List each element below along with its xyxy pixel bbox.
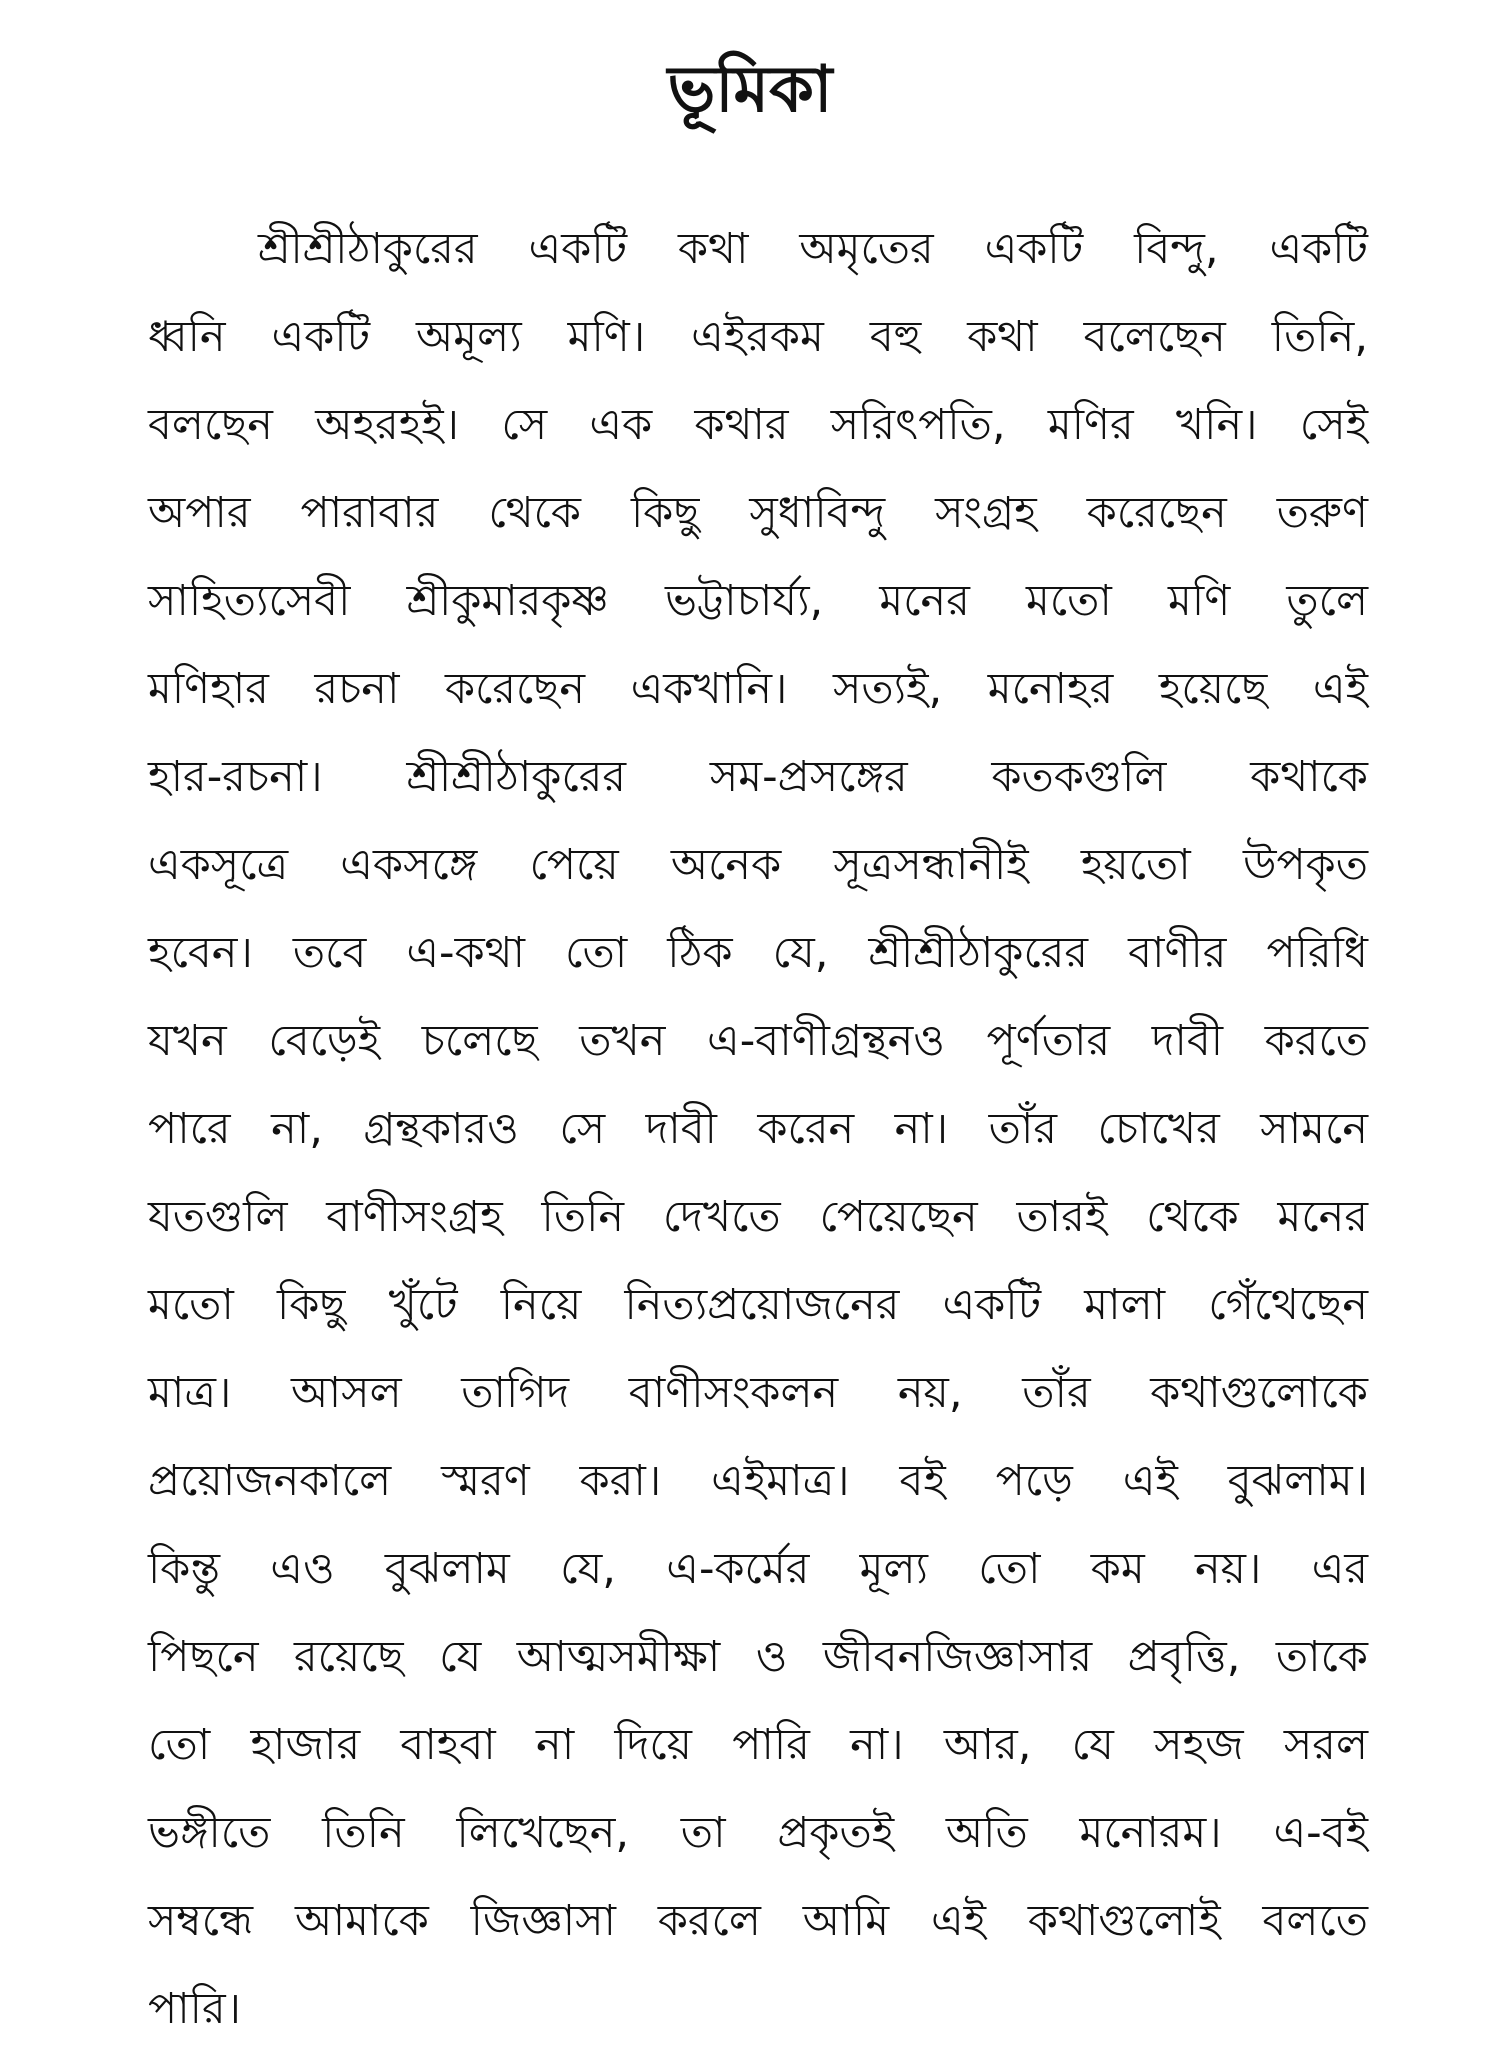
text-line: যখন বেড়েই চলেছে তখন এ-বাণীগ্রন্থনও পূর্ণতার দাবী করতে: [148, 1016, 1368, 1066]
text-line: ভঙ্গীতে তিনি লিখেছেন, তা প্রকৃতই অতি মনোরম। এ-বই: [148, 1808, 1368, 1858]
text-line: হার-রচনা। শ্রীশ্রীঠাকুরের সম-প্রসঙ্গের কতকগুলি কথাকে: [148, 752, 1368, 802]
page-title: ভূমিকা: [667, 53, 833, 127]
text-line: শ্রীশ্রীঠাকুরের একটি কথা অমৃতের একটি বিন্দু, একটি: [258, 224, 1368, 274]
text-line: একসূত্রে একসঙ্গে পেয়ে অনেক সূত্রসন্ধানীই হয়তো উপকৃত: [148, 840, 1368, 890]
text-line: যতগুলি বাণীসংগ্রহ তিনি দেখতে পেয়েছেন তারই থেকে মনের: [148, 1192, 1368, 1242]
text-line: পারে না, গ্রন্থকারও সে দাবী করেন না। তাঁর চোখের সামনে: [148, 1104, 1368, 1154]
preface-paragraph: [148, 205, 1368, 2053]
text-line: সম্বন্ধে আমাকে জিজ্ঞাসা করলে আমি এই কথাগুলোই বলতে: [148, 1896, 1368, 1946]
text-line: হবেন। তবে এ-কথা তো ঠিক যে, শ্রীশ্রীঠাকুরের বাণীর পরিধি: [148, 928, 1368, 978]
text-line: ধ্বনি একটি অমূল্য মণি। এইরকম বহু কথা বলেছেন তিনি,: [148, 312, 1368, 362]
text-line: পিছনে রয়েছে যে আত্মসমীক্ষা ও জীবনজিজ্ঞাসার প্রবৃত্তি, তাকে: [148, 1632, 1368, 1682]
text-line: মণিহার রচনা করেছেন একখানি। সত্যই, মনোহর হয়েছে এই: [148, 664, 1368, 714]
text-line: সাহিত্যসেবী শ্রীকুমারকৃষ্ণ ভট্টাচার্য্য, মনের মতো মণি তুলে: [148, 576, 1368, 626]
text-line: মাত্র। আসল তাগিদ বাণীসংকলন নয়, তাঁর কথাগুলোকে: [148, 1368, 1368, 1418]
text-line: পারি।: [148, 1984, 241, 2034]
text-line: বলছেন অহরহই। সে এক কথার সরিৎপতি, মণির খনি। সেই: [148, 400, 1368, 450]
text-line: মতো কিছু খুঁটে নিয়ে নিত্যপ্রয়োজনের একটি মালা গেঁথেছেন: [148, 1280, 1368, 1330]
text-line: অপার পারাবার থেকে কিছু সুধাবিন্দু সংগ্রহ করেছেন তরুণ: [148, 488, 1368, 538]
text-line: প্রয়োজনকালে স্মরণ করা। এইমাত্র। বই পড়ে এই বুঝলাম।: [148, 1456, 1368, 1506]
text-line: তো হাজার বাহবা না দিয়ে পারি না। আর, যে সহজ সরল: [148, 1720, 1368, 1770]
text-line: কিন্তু এও বুঝলাম যে, এ-কর্মের মূল্য তো কম নয়। এর: [148, 1544, 1368, 1594]
